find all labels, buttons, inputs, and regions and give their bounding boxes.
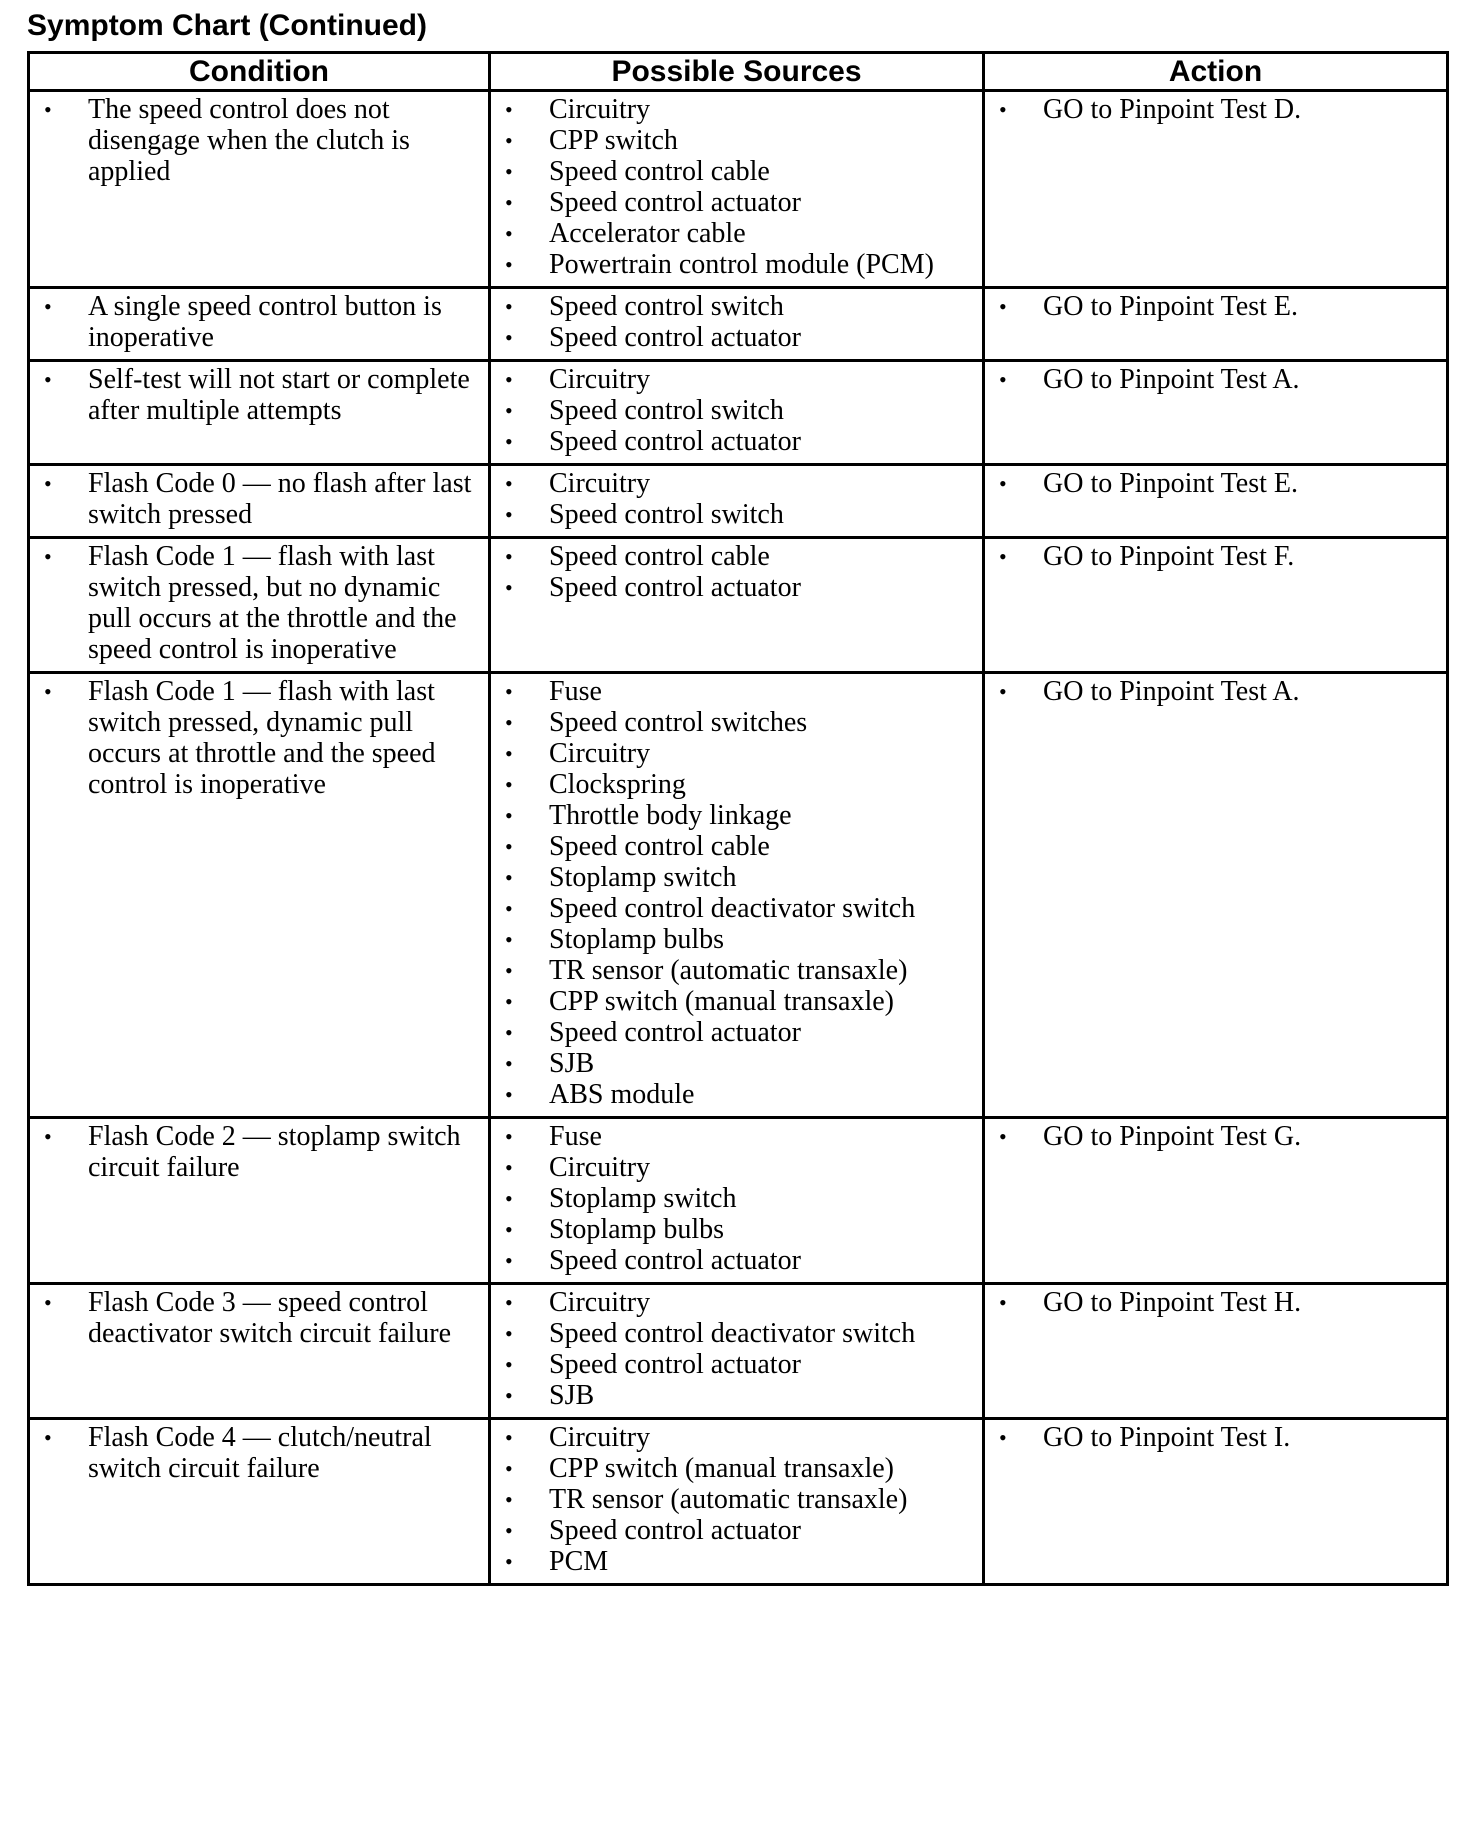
bullet-icon: • xyxy=(505,502,513,527)
bullet-icon: • xyxy=(505,1487,513,1512)
bullet-icon: • xyxy=(505,772,513,797)
action-list xyxy=(991,676,1440,707)
sources-list xyxy=(497,94,976,280)
source-item xyxy=(497,1349,976,1380)
table-body xyxy=(29,91,1448,1585)
action-list xyxy=(991,1422,1440,1453)
bullet-icon: • xyxy=(999,679,1007,704)
bullet-icon: • xyxy=(999,97,1007,122)
bullet-icon: • xyxy=(505,221,513,246)
source-item-text: TR sensor (automatic transaxle) xyxy=(549,955,908,986)
source-item xyxy=(497,572,976,603)
bullet-icon: • xyxy=(505,741,513,766)
table-row xyxy=(29,361,1448,465)
source-item-text: Speed control switches xyxy=(549,707,808,738)
table-row xyxy=(29,1118,1448,1284)
action-item xyxy=(991,1422,1440,1453)
action-cell xyxy=(984,1284,1448,1419)
bullet-icon: • xyxy=(999,1425,1007,1450)
bullet-icon: • xyxy=(999,1290,1007,1315)
source-item-text: Speed control actuator xyxy=(549,1515,801,1546)
source-item xyxy=(497,1287,976,1318)
condition-cell xyxy=(29,1118,490,1284)
bullet-icon: • xyxy=(505,1425,513,1450)
action-list xyxy=(991,1287,1440,1318)
condition-list xyxy=(36,291,482,353)
source-item xyxy=(497,955,976,986)
source-item xyxy=(497,125,976,156)
condition-item xyxy=(36,1422,482,1484)
source-item xyxy=(497,499,976,530)
bullet-icon: • xyxy=(999,294,1007,319)
source-item-text: Throttle body linkage xyxy=(549,800,792,831)
source-item xyxy=(497,1079,976,1110)
bullet-icon: • xyxy=(505,1383,513,1408)
source-item-text: Speed control deactivator switch xyxy=(549,1318,916,1349)
bullet-icon: • xyxy=(505,679,513,704)
sources-list xyxy=(497,1121,976,1276)
possible-sources-cell xyxy=(490,673,984,1118)
condition-cell xyxy=(29,673,490,1118)
source-item xyxy=(497,1453,976,1484)
bullet-icon: • xyxy=(505,575,513,600)
action-item-text: GO to Pinpoint Test H. xyxy=(1043,1287,1302,1318)
condition-cell xyxy=(29,361,490,465)
condition-item xyxy=(36,1287,482,1349)
source-item-text: Fuse xyxy=(549,676,602,707)
condition-item xyxy=(36,364,482,426)
action-item xyxy=(991,676,1440,707)
action-item-text: GO to Pinpoint Test I. xyxy=(1043,1422,1291,1453)
source-item-text: TR sensor (automatic transaxle) xyxy=(549,1484,908,1515)
action-list xyxy=(991,1121,1440,1152)
condition-list xyxy=(36,1287,482,1349)
action-list xyxy=(991,364,1440,395)
condition-item-text: Self-test will not start or complete after multiple attempts xyxy=(88,364,470,426)
source-item xyxy=(497,1017,976,1048)
source-item-text: Circuitry xyxy=(549,1152,651,1183)
bullet-icon: • xyxy=(505,398,513,423)
action-item xyxy=(991,1287,1440,1318)
sources-list xyxy=(497,1422,976,1577)
header-row xyxy=(29,53,1448,91)
bullet-icon: • xyxy=(505,1217,513,1242)
bullet-icon: • xyxy=(505,159,513,184)
source-item xyxy=(497,831,976,862)
source-item-text: CPP switch (manual transaxle) xyxy=(549,1453,895,1484)
table-row xyxy=(29,1284,1448,1419)
source-item xyxy=(497,1380,976,1411)
sources-list xyxy=(497,468,976,530)
sources-list xyxy=(497,291,976,353)
condition-item-text: Flash Code 0 — no flash after last switch pressed xyxy=(88,468,472,530)
source-item xyxy=(497,187,976,218)
bullet-icon: • xyxy=(505,865,513,890)
possible-sources-cell xyxy=(490,288,984,361)
source-item-text: Circuitry xyxy=(549,1422,651,1453)
condition-item-text: Flash Code 3 — speed control deactivator switch circuit failure xyxy=(88,1287,452,1349)
source-item-text: Clockspring xyxy=(549,769,686,800)
bullet-icon: • xyxy=(505,927,513,952)
source-item-text: Speed control actuator xyxy=(549,1017,801,1048)
source-item xyxy=(497,1214,976,1245)
possible-sources-cell xyxy=(490,1284,984,1419)
bullet-icon: • xyxy=(44,1425,52,1450)
sources-list xyxy=(497,541,976,603)
table-row xyxy=(29,1419,1448,1585)
source-item-text: Speed control actuator xyxy=(549,426,801,457)
action-cell xyxy=(984,288,1448,361)
action-cell xyxy=(984,361,1448,465)
action-list xyxy=(991,291,1440,322)
header-action: Action xyxy=(984,53,1448,91)
bullet-icon: • xyxy=(505,1082,513,1107)
bullet-icon: • xyxy=(505,471,513,496)
source-item-text: Speed control actuator xyxy=(549,572,801,603)
source-item-text: Speed control cable xyxy=(549,831,770,862)
condition-item-text: Flash Code 1 — flash with last switch pressed, dynamic pull occurs at throttle and the speed control is inoperative xyxy=(88,676,436,800)
action-item-text: GO to Pinpoint Test A. xyxy=(1043,364,1300,395)
source-item-text: Speed control deactivator switch xyxy=(549,893,916,924)
bullet-icon: • xyxy=(505,1051,513,1076)
source-item xyxy=(497,1121,976,1152)
source-item-text: Speed control cable xyxy=(549,156,770,187)
bullet-icon: • xyxy=(505,294,513,319)
source-item-text: Stoplamp bulbs xyxy=(549,1214,725,1245)
source-item xyxy=(497,218,976,249)
source-item-text: Speed control switch xyxy=(549,395,784,426)
source-item-text: Circuitry xyxy=(549,1287,651,1318)
action-cell xyxy=(984,673,1448,1118)
source-item xyxy=(497,1048,976,1079)
bullet-icon: • xyxy=(505,1186,513,1211)
condition-item xyxy=(36,291,482,353)
source-item xyxy=(497,707,976,738)
action-item xyxy=(991,541,1440,572)
condition-cell xyxy=(29,538,490,673)
bullet-icon: • xyxy=(999,1124,1007,1149)
source-item xyxy=(497,1422,976,1453)
bullet-icon: • xyxy=(505,989,513,1014)
action-item-text: GO to Pinpoint Test D. xyxy=(1043,94,1302,125)
action-item xyxy=(991,291,1440,322)
condition-item xyxy=(36,541,482,665)
bullet-icon: • xyxy=(505,190,513,215)
condition-list xyxy=(36,468,482,530)
header-possible-sources: Possible Sources xyxy=(490,53,984,91)
source-item-text: Stoplamp switch xyxy=(549,862,737,893)
possible-sources-cell xyxy=(490,1118,984,1284)
source-item-text: Circuitry xyxy=(549,94,651,125)
source-item-text: SJB xyxy=(549,1048,595,1079)
bullet-icon: • xyxy=(505,325,513,350)
condition-cell xyxy=(29,288,490,361)
source-item-text: CPP switch xyxy=(549,125,678,156)
bullet-icon: • xyxy=(505,1020,513,1045)
condition-list xyxy=(36,676,482,800)
source-item-text: Speed control actuator xyxy=(549,1349,801,1380)
possible-sources-cell xyxy=(490,1419,984,1585)
table-row xyxy=(29,465,1448,538)
source-item xyxy=(497,1183,976,1214)
bullet-icon: • xyxy=(505,710,513,735)
condition-list xyxy=(36,1422,482,1484)
source-item-text: Speed control switch xyxy=(549,499,784,530)
bullet-icon: • xyxy=(505,1549,513,1574)
possible-sources-cell xyxy=(490,361,984,465)
condition-item xyxy=(36,676,482,800)
source-item xyxy=(497,738,976,769)
source-item-text: Powertrain control module (PCM) xyxy=(549,249,934,280)
bullet-icon: • xyxy=(505,1352,513,1377)
source-item-text: SJB xyxy=(549,1380,595,1411)
bullet-icon: • xyxy=(505,1321,513,1346)
condition-item-text: A single speed control button is inoperative xyxy=(88,291,442,353)
bullet-icon: • xyxy=(505,896,513,921)
source-item xyxy=(497,893,976,924)
action-cell xyxy=(984,1419,1448,1585)
header-condition: Condition xyxy=(29,53,490,91)
condition-cell xyxy=(29,91,490,288)
bullet-icon: • xyxy=(44,1290,52,1315)
bullet-icon: • xyxy=(505,97,513,122)
source-item-text: Speed control cable xyxy=(549,541,770,572)
bullet-icon: • xyxy=(44,294,52,319)
bullet-icon: • xyxy=(505,1456,513,1481)
condition-cell xyxy=(29,1284,490,1419)
bullet-icon: • xyxy=(505,128,513,153)
bullet-icon: • xyxy=(505,834,513,859)
condition-cell xyxy=(29,1419,490,1585)
bullet-icon: • xyxy=(999,367,1007,392)
bullet-icon: • xyxy=(505,1155,513,1180)
action-item-text: GO to Pinpoint Test A. xyxy=(1043,676,1300,707)
source-item xyxy=(497,800,976,831)
bullet-icon: • xyxy=(505,252,513,277)
source-item xyxy=(497,1152,976,1183)
source-item xyxy=(497,322,976,353)
source-item xyxy=(497,364,976,395)
action-item-text: GO to Pinpoint Test F. xyxy=(1043,541,1295,572)
bullet-icon: • xyxy=(505,429,513,454)
bullet-icon: • xyxy=(999,544,1007,569)
action-item-text: GO to Pinpoint Test E. xyxy=(1043,468,1298,499)
source-item-text: Speed control switch xyxy=(549,291,784,322)
table-row xyxy=(29,288,1448,361)
source-item xyxy=(497,249,976,280)
source-item-text: Speed control actuator xyxy=(549,187,801,218)
source-item xyxy=(497,1318,976,1349)
table-row xyxy=(29,673,1448,1118)
bullet-icon: • xyxy=(505,1248,513,1273)
condition-item-text: Flash Code 4 — clutch/neutral switch circuit failure xyxy=(88,1422,432,1484)
condition-item xyxy=(36,1121,482,1183)
bullet-icon: • xyxy=(44,97,52,122)
bullet-icon: • xyxy=(505,958,513,983)
action-item-text: GO to Pinpoint Test G. xyxy=(1043,1121,1302,1152)
source-item-text: Accelerator cable xyxy=(549,218,746,249)
bullet-icon: • xyxy=(44,471,52,496)
source-item xyxy=(497,676,976,707)
bullet-icon: • xyxy=(505,1518,513,1543)
source-item-text: Circuitry xyxy=(549,468,651,499)
source-item xyxy=(497,986,976,1017)
source-item xyxy=(497,769,976,800)
source-item-text: Stoplamp switch xyxy=(549,1183,737,1214)
table-row xyxy=(29,538,1448,673)
source-item xyxy=(497,395,976,426)
action-cell xyxy=(984,91,1448,288)
condition-list xyxy=(36,541,482,665)
source-item-text: PCM xyxy=(549,1546,609,1577)
source-item xyxy=(497,291,976,322)
bullet-icon: • xyxy=(505,1124,513,1149)
sources-list xyxy=(497,364,976,457)
action-item xyxy=(991,1121,1440,1152)
possible-sources-cell xyxy=(490,538,984,673)
bullet-icon: • xyxy=(44,1124,52,1149)
action-cell xyxy=(984,538,1448,673)
source-item xyxy=(497,426,976,457)
source-item-text: Stoplamp bulbs xyxy=(549,924,725,955)
source-item xyxy=(497,924,976,955)
bullet-icon: • xyxy=(505,1290,513,1315)
bullet-icon: • xyxy=(44,679,52,704)
possible-sources-cell xyxy=(490,91,984,288)
source-item-text: Speed control actuator xyxy=(549,1245,801,1276)
sources-list xyxy=(497,676,976,1110)
source-item xyxy=(497,1484,976,1515)
action-list xyxy=(991,468,1440,499)
source-item xyxy=(497,862,976,893)
bullet-icon: • xyxy=(44,367,52,392)
source-item xyxy=(497,1245,976,1276)
table-header xyxy=(29,53,1448,91)
source-item-text: Circuitry xyxy=(549,364,651,395)
source-item xyxy=(497,1546,976,1577)
possible-sources-cell xyxy=(490,465,984,538)
source-item xyxy=(497,156,976,187)
action-list xyxy=(991,541,1440,572)
action-list xyxy=(991,94,1440,125)
source-item xyxy=(497,1515,976,1546)
source-item xyxy=(497,94,976,125)
bullet-icon: • xyxy=(505,367,513,392)
bullet-icon: • xyxy=(505,544,513,569)
source-item-text: Speed control actuator xyxy=(549,322,801,353)
action-cell xyxy=(984,465,1448,538)
action-item xyxy=(991,94,1440,125)
action-item xyxy=(991,468,1440,499)
condition-item xyxy=(36,94,482,187)
symptom-chart-table xyxy=(27,51,1449,1586)
source-item-text: CPP switch (manual transaxle) xyxy=(549,986,895,1017)
source-item xyxy=(497,541,976,572)
condition-item-text: Flash Code 2 — stoplamp switch circuit failure xyxy=(88,1121,461,1183)
condition-item xyxy=(36,468,482,530)
condition-item-text: The speed control does not disengage when the clutch is applied xyxy=(88,94,410,187)
source-item-text: ABS module xyxy=(549,1079,695,1110)
condition-item-text: Flash Code 1 — flash with last switch pressed, but no dynamic pull occurs at the throttle and the speed control is inoperative xyxy=(88,541,457,665)
action-item xyxy=(991,364,1440,395)
condition-list xyxy=(36,94,482,187)
condition-list xyxy=(36,364,482,426)
source-item-text: Fuse xyxy=(549,1121,602,1152)
condition-list xyxy=(36,1121,482,1183)
action-cell xyxy=(984,1118,1448,1284)
bullet-icon: • xyxy=(999,471,1007,496)
bullet-icon: • xyxy=(44,544,52,569)
bullet-icon: • xyxy=(505,803,513,828)
source-item-text: Circuitry xyxy=(549,738,651,769)
condition-cell xyxy=(29,465,490,538)
page-title: Symptom Chart (Continued) xyxy=(27,9,427,42)
source-item xyxy=(497,468,976,499)
sources-list xyxy=(497,1287,976,1411)
table-row xyxy=(29,91,1448,288)
action-item-text: GO to Pinpoint Test E. xyxy=(1043,291,1298,322)
